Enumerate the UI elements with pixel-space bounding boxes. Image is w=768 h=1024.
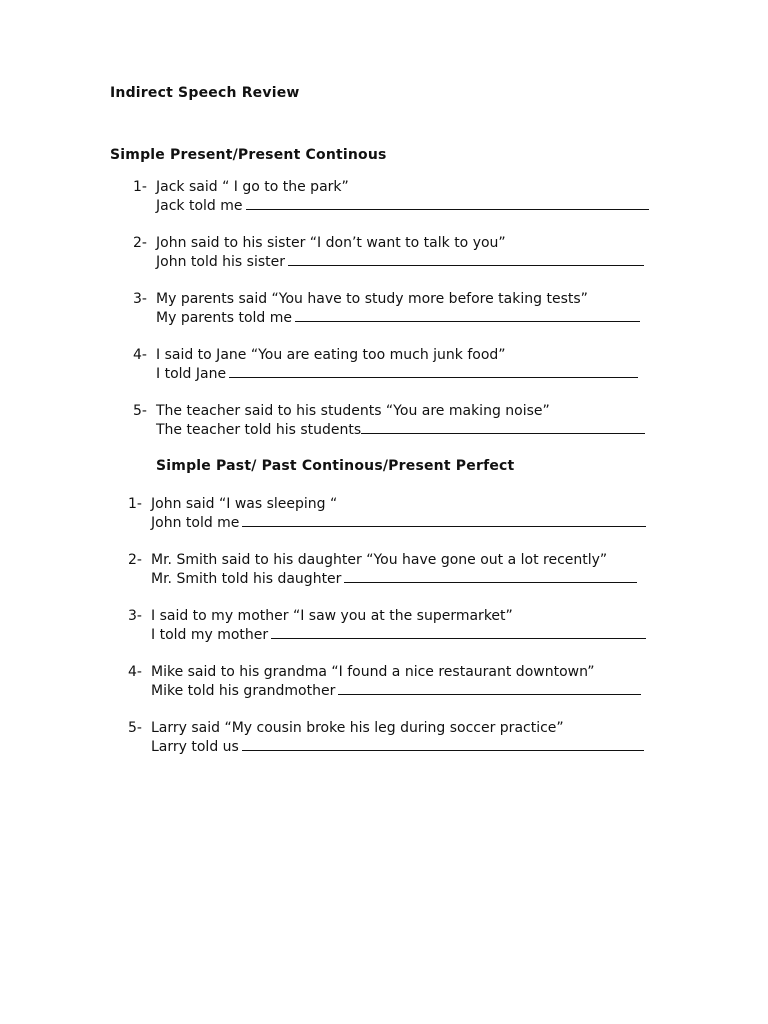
answer-blank-line[interactable] [271,627,646,639]
item-prompt: I said to Jane “You are eating too much junk food” [156,347,506,363]
item-answer-start: The teacher told his students [156,422,362,438]
exercise-item [133,178,663,218]
item-number: 4- [128,664,142,680]
section-heading-past: Simple Past/ Past Continous/Present Perfect [156,458,515,474]
exercise-item [128,663,658,703]
item-number: 2- [133,235,147,251]
answer-blank-line[interactable] [344,571,637,583]
item-number: 4- [133,347,147,363]
item-prompt: Jack said “ I go to the park” [156,179,349,195]
page-title: Indirect Speech Review [110,85,300,101]
answer-blank-line[interactable] [338,683,641,695]
item-prompt: John said to his sister “I don’t want to talk to you” [156,235,506,251]
item-prompt: I said to my mother “I saw you at the supermarket” [151,608,513,624]
item-prompt: The teacher said to his students “You are making noise” [156,403,550,419]
item-answer-start: Jack told me [156,198,243,214]
exercise-item [128,719,658,759]
answer-blank-line[interactable] [229,366,638,378]
item-number: 5- [133,403,147,419]
item-answer-start: Larry told us [151,739,239,755]
item-answer-start: I told Jane [156,366,227,382]
item-answer-start: I told my mother [151,627,269,643]
exercise-item [128,495,658,535]
item-answer-start: John told me [151,515,240,531]
answer-blank-line[interactable] [246,198,649,210]
item-number: 2- [128,552,142,568]
answer-blank-line[interactable] [242,515,646,527]
item-prompt: Mr. Smith said to his daughter “You have gone out a lot recently” [151,552,608,568]
answer-blank-line[interactable] [242,739,644,751]
answer-blank-line[interactable] [288,254,644,266]
section-heading-present: Simple Present/Present Continous [110,147,387,163]
item-answer-start: My parents told me [156,310,292,326]
exercise-item [128,607,658,647]
item-prompt: John said “I was sleeping “ [151,496,338,512]
exercise-item [133,234,663,274]
exercise-item [133,346,663,386]
item-answer-start: Mr. Smith told his daughter [151,571,342,587]
item-number: 3- [133,291,147,307]
item-number: 1- [128,496,142,512]
item-number: 5- [128,720,142,736]
item-prompt: Mike said to his grandma “I found a nice restaurant downtown” [151,664,595,680]
item-number: 1- [133,179,147,195]
answer-blank-line[interactable] [295,310,640,322]
item-prompt: Larry said “My cousin broke his leg during soccer practice” [151,720,564,736]
exercise-item [133,402,663,442]
exercise-item [128,551,658,591]
item-answer-start: John told his sister [156,254,286,270]
exercise-item [133,290,663,330]
item-answer-start: Mike told his grandmother [151,683,336,699]
item-prompt: My parents said “You have to study more before taking tests” [156,291,588,307]
item-number: 3- [128,608,142,624]
answer-blank-line[interactable] [361,422,645,434]
